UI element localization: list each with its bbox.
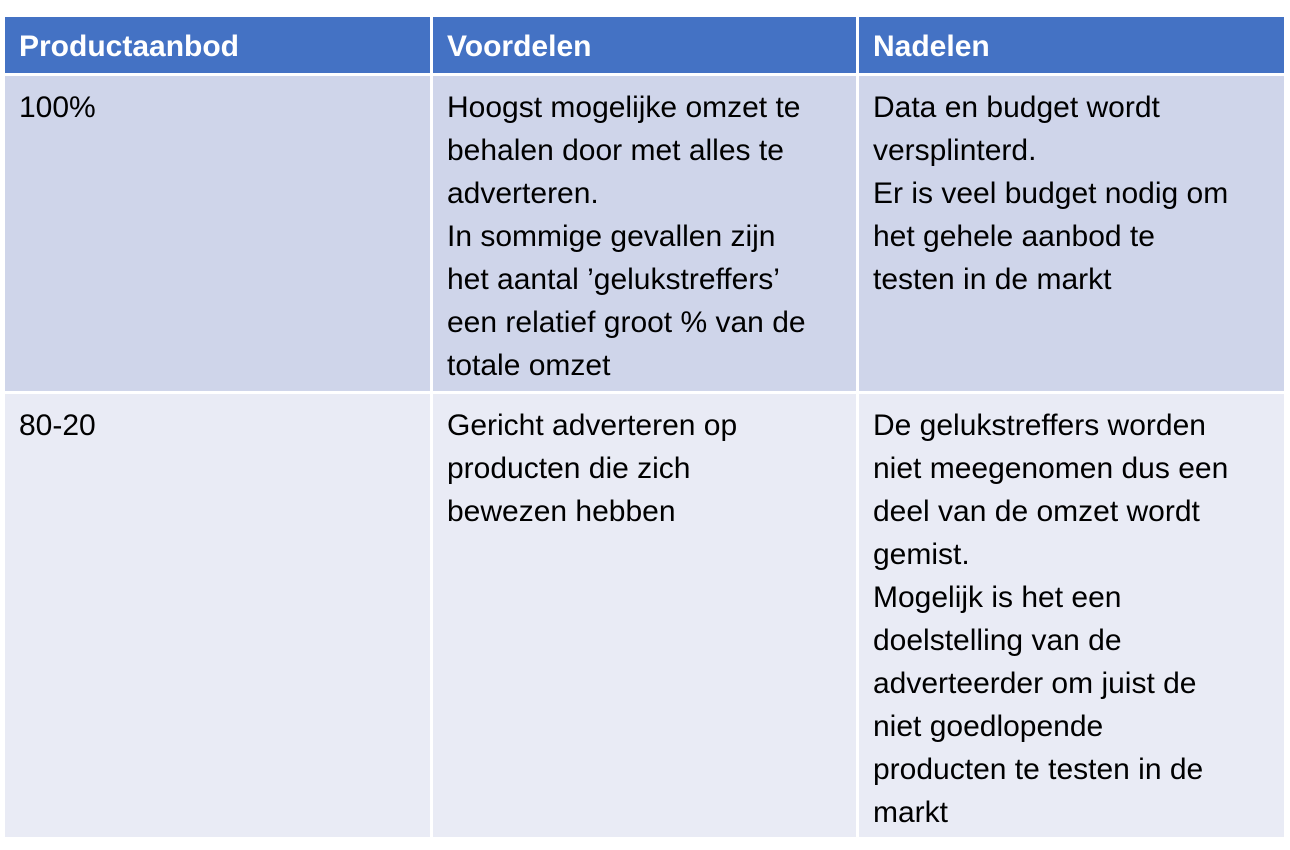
cell-productaanbod: 100% <box>5 73 430 391</box>
cell-nadelen: Data en budget wordt versplinterd. Er is veel budget nodig om het gehele aanbod te testen in de markt <box>856 73 1284 391</box>
header-productaanbod: Productaanbod <box>5 17 430 73</box>
cell-voordelen: Gericht adverteren op producten die zich bewezen hebben <box>430 391 856 837</box>
cell-productaanbod: 80-20 <box>5 391 430 837</box>
header-voordelen: Voordelen <box>430 17 856 73</box>
header-nadelen: Nadelen <box>856 17 1284 73</box>
comparison-table <box>5 17 1284 837</box>
cell-nadelen: De gelukstreffers worden niet meegenomen dus een deel van de omzet wordt gemist. Mogelijk is het een doelstelling van de adverteerder om juist de niet goedlopende producten te testen in de markt <box>856 391 1284 837</box>
cell-voordelen: Hoogst mogelijke omzet te behalen door met alles te adverteren. In sommige gevallen zijn het aantal ’gelukstreffers’ een relatief groot % van de totale omzet <box>430 73 856 391</box>
